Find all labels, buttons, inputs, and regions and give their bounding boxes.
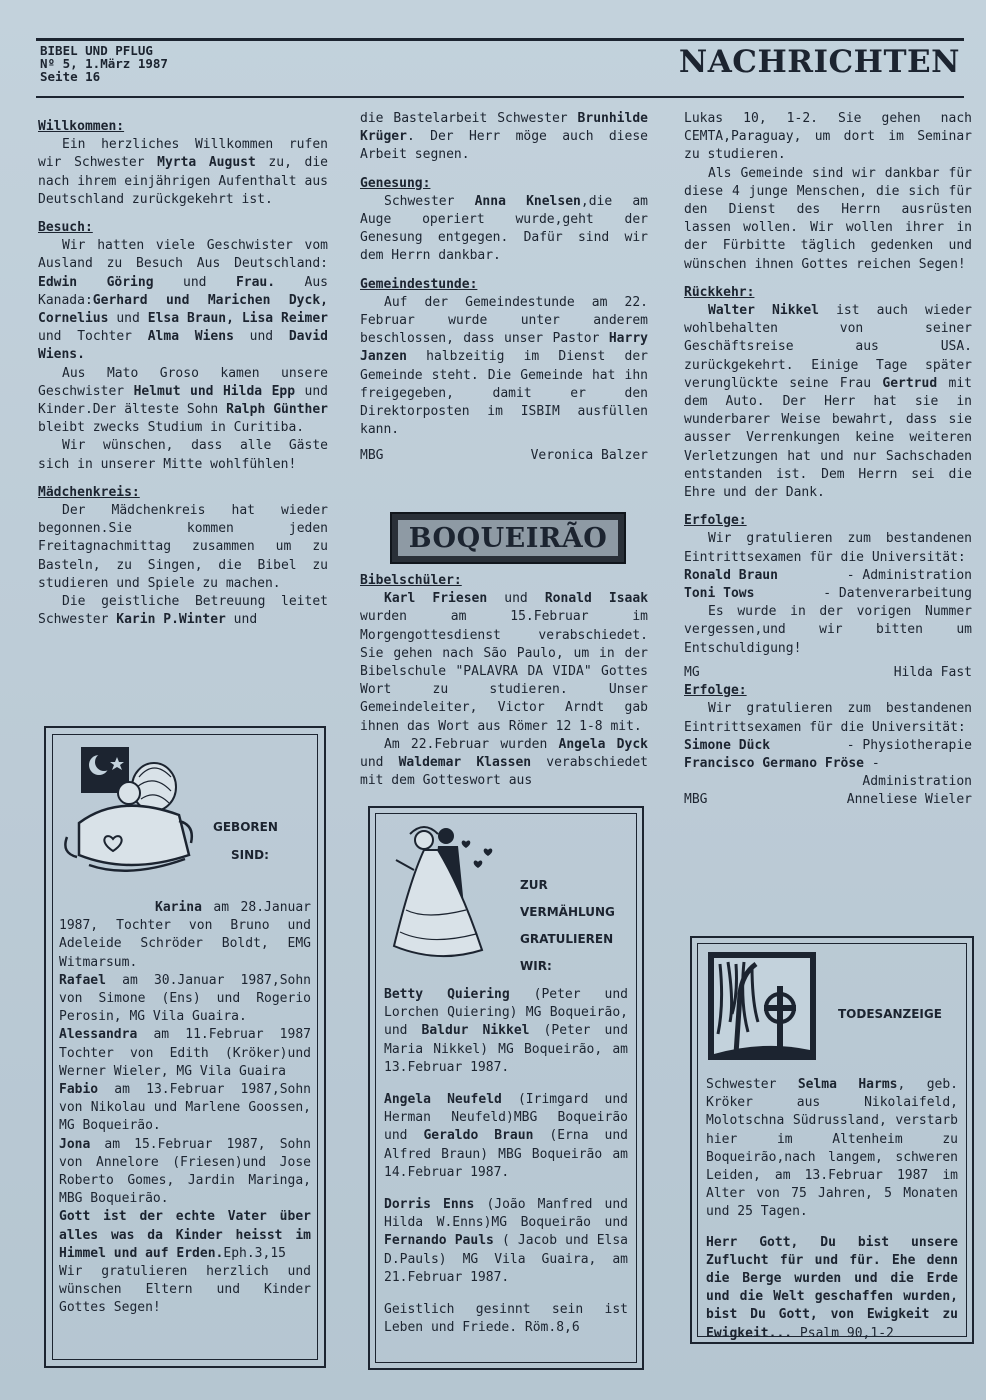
person-name: Angela Neufeld — [384, 1092, 502, 1108]
header-rule-top — [36, 38, 964, 41]
text-run: und Tochter — [38, 329, 148, 345]
text-run: Schwester — [706, 1077, 798, 1092]
text-run: und Kinder.Der älteste Sohn — [38, 383, 328, 418]
paragraph-besuch-3: Wir wünschen, dass alle Gäste sich in unserer Mitte wohlfühlen! — [38, 438, 328, 472]
text-run: (Irimgard und Herman Neufeld)MBG Boqueirão und — [384, 1092, 628, 1144]
person-name: Selma Harms — [797, 1077, 898, 1092]
text-run: am 30.Januar 1987,Sohn von Simone (Ens) und Rogerio Perosin, MG Vila Guaira. — [59, 972, 311, 1025]
person-name: Gertrud — [882, 375, 938, 391]
field-of-study: - Datenverarbeitung — [823, 586, 972, 602]
field-of-study: - Administration — [846, 567, 972, 583]
birth-entry — [59, 1136, 311, 1209]
masthead-publication: BIBEL UND PFLUG — [40, 43, 153, 58]
person-name: Karin P.Winter — [116, 612, 226, 628]
verse-ref: Psalm 90,1-2 — [799, 1325, 894, 1341]
signature-author: Hilda Fast — [893, 664, 972, 680]
text-run: (João Manfred und Hilda W.Enns)MG Boqueirão und — [384, 1197, 629, 1231]
text-run: halbzeitig im Dienst der Gemeinde steht. Die Gemeinde hat ihn freigegeben, damit er den Direktorposten im ISBIM ausfüllen kann. — [360, 349, 648, 438]
birth-announcement-inner — [52, 734, 318, 1360]
person-name: Brunhilde Krüger — [360, 111, 648, 145]
text-run: die Bastelarbeit Schwester — [360, 111, 578, 126]
person-name: Baldur Nikkel — [421, 1023, 530, 1039]
text-run: und — [153, 274, 236, 290]
wedding-announcement-inner — [375, 813, 637, 1363]
paragraph-erfolge-1: Wir gratulieren zum bestandenen Eintrittsexamen für die Universität: — [684, 531, 972, 565]
text-run: am 11.Februar 1987 Tochter von Edith (Kröker)und Werner Wieler, MG Vila Guaira — [59, 1027, 311, 1079]
paragraph-rueckkehr — [684, 302, 972, 502]
section-title: NACHRICHTEN — [678, 44, 960, 80]
text-run: Am 22.Februar wurden — [384, 736, 559, 752]
person-name: Alessandra — [59, 1027, 138, 1043]
column-2 — [360, 110, 648, 466]
person-name: Elsa Braun, Lisa Reimer — [147, 311, 328, 327]
person-name: Ralph Günther — [226, 402, 329, 418]
birth-entry — [59, 1081, 311, 1136]
heading-erfolge-1: Erfolge: — [684, 513, 747, 529]
paragraph-genesung — [360, 193, 648, 266]
signature-line — [684, 664, 972, 682]
signature-org: MBG — [360, 448, 384, 464]
wedding-caption-line4: WIR: — [520, 959, 552, 973]
text-run: Wir hatten viele Geschwister vom Ausland zu Besuch Aus Deutschland: — [38, 238, 328, 272]
text-run: Aus Kanada: — [38, 274, 329, 308]
banner-label: BOQUEIRÃO — [398, 520, 618, 556]
result-row — [684, 755, 972, 773]
willow-cross-woodcut — [706, 950, 818, 1062]
signature-line — [360, 447, 648, 465]
wedding-entry — [384, 1196, 628, 1287]
verse-text: Herr Gott, Du bist unsere Zuflucht für und für. Ehe denn die Berge wurden und die Erde und die Welt geschaffen wurden, bist Du Gott, von Ewigkeit zu Ewigkeit... — [706, 1234, 958, 1341]
text-run: . Der Herr möge auch diese Arbeit segnen. — [360, 129, 648, 163]
paragraph-continuation-3: Lukas 10, 1-2. Sie gehen nach CEMTA,Paraguay, um dort im Seminar zu studieren. — [684, 111, 972, 163]
heading-rueckkehr: Rückkehr: — [684, 284, 755, 300]
person-name: Karina — [155, 900, 202, 915]
text-run: verabschiedet mit dem Gotteswort aus — [360, 755, 649, 789]
text-run: , geb. Kröker aus Nikolaifeld, Molotschna Südrussland, verstarb hier im Altenheim zu Boqueirão,nach langem, schweren Leiden, am 13.Februar 1987 im Alter von 75 Jahren, 5 Monaten und 25 Tagen. — [706, 1077, 958, 1220]
paragraph-correction: Es wurde in der vorigen Nummer vergessen,und wir bitten um Entschuldigung! — [684, 604, 972, 656]
person-name: Angela Dyck — [558, 736, 648, 752]
signature-org: MG — [684, 664, 700, 680]
wedding-verse — [384, 1301, 628, 1337]
birth-verse — [59, 1208, 311, 1263]
cradle-illustration — [59, 741, 209, 891]
text-run: Auf der Gemeindestunde am 22. Februar wurde unter anderem beschlossen, dass unser Pastor — [360, 294, 648, 347]
text-run: (Erna und Alfred Braun) MBG Boqueirão am 14.Februar 1987. — [384, 1128, 629, 1180]
text-run: am 28.Januar 1987, Tochter von Bruno und Adeleide Schröder Boldt, EMG Witmarsum. — [59, 900, 311, 970]
text-run: zu, die nach ihrem einjährigen Aufenthalt aus Deutschland zurückgekehrt ist. — [38, 155, 328, 207]
death-caption: TODESANZEIGE — [838, 1007, 942, 1021]
masthead-issue: Nº 5, 1.März 1987 — [40, 56, 168, 71]
column-1 — [38, 118, 328, 629]
person-name: Harry Janzen — [360, 331, 648, 365]
birth-entry — [59, 899, 311, 972]
heading-besuch: Besuch: — [38, 220, 93, 236]
heading-willkommen: Willkommen: — [38, 119, 125, 134]
birth-closing: Wir gratulieren herzlich und wünschen Eltern und Kinder Gottes Segen! — [59, 1264, 311, 1316]
text-run: am 13.Februar 1987,Sohn von Nikolau und Marlene Goossen, MG Boqueirão. — [59, 1082, 311, 1134]
signature-line — [684, 791, 972, 809]
person-name: Edwin Göring — [38, 274, 154, 290]
wedding-caption-line1: ZUR — [520, 878, 548, 892]
person-name: Anna Knelsen — [474, 193, 581, 209]
wedding-announcement-box — [368, 806, 644, 1370]
text-run: und — [233, 329, 289, 345]
person-name: Myrta August — [157, 155, 256, 171]
text-run: und — [108, 311, 148, 327]
column-3 — [684, 110, 972, 810]
person-name: Dorris Enns — [384, 1197, 475, 1213]
paragraph-erfolge-2: Wir gratulieren zum bestandenen Eintrittsexamen für die Universität: — [684, 701, 972, 735]
masthead — [40, 44, 168, 83]
person-name: Karl Friesen — [384, 591, 488, 607]
text-run: Aus Mato Groso kamen unsere Geschwister — [38, 365, 328, 399]
result-row — [684, 567, 972, 585]
person-name: Helmut und Hilda Epp — [133, 383, 296, 399]
person-name: Frau. — [235, 274, 276, 290]
verse-text: Geistlich gesinnt sein ist Leben und Friede. — [384, 1302, 628, 1336]
birth-entry — [59, 972, 311, 1027]
header-rule-bottom — [36, 96, 964, 98]
boqueirao-banner — [390, 512, 626, 564]
person-name: Walter Nikkel — [708, 303, 820, 319]
result-row — [684, 585, 972, 603]
death-header — [706, 950, 958, 1076]
wedding-entry — [384, 1091, 628, 1182]
person-name: Betty Quiering — [384, 987, 510, 1002]
text-run: bleibt zwecks Studium in Curitiba. — [38, 420, 305, 436]
birth-announcement-box — [44, 726, 326, 1368]
heading-bibelschueler: Bibelschüler: — [360, 573, 462, 588]
field-of-study: Administration — [862, 774, 972, 790]
signature-org: MBG — [684, 792, 708, 808]
text-run: - — [864, 755, 880, 771]
paragraph-besuch-2 — [38, 365, 328, 438]
text-run: am 15.Februar 1987, Sohn von Annelore (Friesen)und Jose Roberto Gomes, Jardin Maringa, MBG Boqueirão. — [59, 1136, 311, 1207]
birth-caption-line1: GEBOREN — [213, 820, 278, 834]
person-name: Jona — [59, 1136, 91, 1152]
text-run: und — [487, 591, 545, 607]
wedding-couple-illustration — [384, 820, 514, 980]
paragraph-gemeinde-dank: Als Gemeinde sind wir dankbar für diese 4 junge Menschen, die sich für den Dienst des Herrn ausrüsten lassen wollen. Wir wollen ihrer in der Fürbitte täglich gedenken und wünschen ihnen Gottes reichen Segen! — [684, 165, 972, 272]
person-name: Ronald Braun — [684, 567, 778, 583]
text-run: mit dem Auto. Der Herr hat sie in wunderbarer Weise bewahrt, dass sie ausser Verrenkungen keine weiteren Verletzungen hat und nur Sachschaden entstanden ist. Dem Herrn sei die Ehre und der Dank. — [684, 375, 972, 501]
verse-text: Gott ist der echte Vater über alles was da Kinder heisst im Himmel und auf Erden. — [59, 1209, 311, 1261]
signature-author: Veronica Balzer — [530, 448, 648, 464]
heading-genesung: Genesung: — [360, 175, 431, 191]
signature-author: Anneliese Wieler — [846, 792, 972, 808]
text-run: Schwester — [384, 193, 475, 209]
person-name: Geraldo Braun — [423, 1128, 534, 1144]
heading-erfolge-2: Erfolge: — [684, 683, 747, 699]
column-2-lower — [360, 572, 648, 790]
death-notice-text — [706, 1076, 958, 1222]
person-name: Gerhard und Marichen Dyck, Cornelius — [38, 292, 328, 327]
person-name: Rafael — [59, 972, 106, 988]
person-name: Toni Tows — [684, 586, 755, 602]
person-name: David Wiens. — [38, 329, 328, 363]
wedding-header — [384, 820, 628, 986]
paragraph-bibelschueler — [360, 590, 648, 736]
paragraph-maedchenkreis: Der Mädchenkreis hat wieder begonnen.Sie kommen jeden Freitagnachmittag zusammen um zu Basteln, zu Singen, die Bibel zu studieren und Spiele zu machen. — [38, 503, 328, 591]
text-run: ,die am Auge operiert wurde,geht der Genesung entgegen. Dafür sind wir dem Herrn dankbar. — [360, 193, 648, 264]
paragraph-maedchenkreis-2 — [38, 593, 328, 629]
person-name: Fernando Pauls — [384, 1233, 494, 1249]
person-name: Waldemar Klassen — [398, 755, 532, 771]
birth-caption — [213, 813, 278, 869]
text-run: ( Jacob und Elsa D.Pauls) MG Vila Guaira, am 21.Februar 1987. — [384, 1233, 629, 1285]
text-run: (Peter und Maria Nikkel) MG Boqueirão, am 13.Februar 1987. — [384, 1023, 629, 1075]
verse-ref: Eph.3,15 — [223, 1245, 286, 1261]
death-notice-inner — [697, 943, 967, 1341]
person-name: Simone Dück — [684, 737, 771, 753]
text-run: Ein herzliches Willkommen rufen wir Schwester — [38, 137, 328, 171]
birth-caption-line2: SIND: — [231, 848, 269, 862]
heading-maedchenkreis: Mädchenkreis: — [38, 484, 140, 500]
person-name: Alma Wiens — [147, 329, 234, 345]
text-run: (Peter und Lorchen Quiering) MG Boqueirão, und — [384, 987, 628, 1039]
text-run: Die geistliche Betreuung leitet Schwester — [38, 594, 328, 628]
wedding-caption-line2: VERMÄHLUNG — [520, 905, 615, 919]
wedding-caption-line3: GRATULIEREN — [520, 932, 614, 946]
masthead-page: Seite 16 — [40, 69, 101, 84]
result-row — [684, 737, 972, 755]
paragraph-continuation — [360, 110, 648, 165]
paragraph-bibelschueler-2 — [360, 736, 648, 791]
paragraph-besuch — [38, 237, 328, 364]
person-name: Francisco Germano Fröse — [684, 755, 865, 771]
person-name: Ronald Isaak — [544, 591, 649, 607]
paragraph-gemeindestunde — [360, 294, 648, 440]
wedding-entry — [384, 986, 628, 1077]
text-run: und — [225, 612, 258, 628]
birth-entry — [59, 1026, 311, 1081]
heading-gemeindestunde: Gemeindestunde: — [360, 276, 478, 292]
verse-ref: Röm.8,6 — [524, 1320, 580, 1336]
wedding-caption — [520, 872, 615, 980]
birth-header — [59, 741, 311, 899]
field-of-study: - Physiotherapie — [846, 737, 972, 753]
text-run: und — [360, 755, 399, 771]
person-name: Fabio — [59, 1082, 99, 1098]
death-verse — [706, 1234, 958, 1343]
text-run: ist auch wieder wohlbehalten von seiner Geschäftsreise aus USA. zurückgekehrt. Einige Tage später verunglückte seine Frau — [684, 303, 973, 391]
text-run: wurden am 15.Februar im Morgengottesdienst verabschiedet. Sie gehen nach São Paulo, um in der Bibelschule "PALAVRA DA VIDA" Gottes Wort zu studieren. Unser Gemeindeleiter, Victor Arndt gab ihnen das Wort aus Römer 12 1-8 mit. — [360, 609, 648, 734]
paragraph-willkommen — [38, 136, 328, 209]
death-notice-box — [690, 936, 974, 1344]
